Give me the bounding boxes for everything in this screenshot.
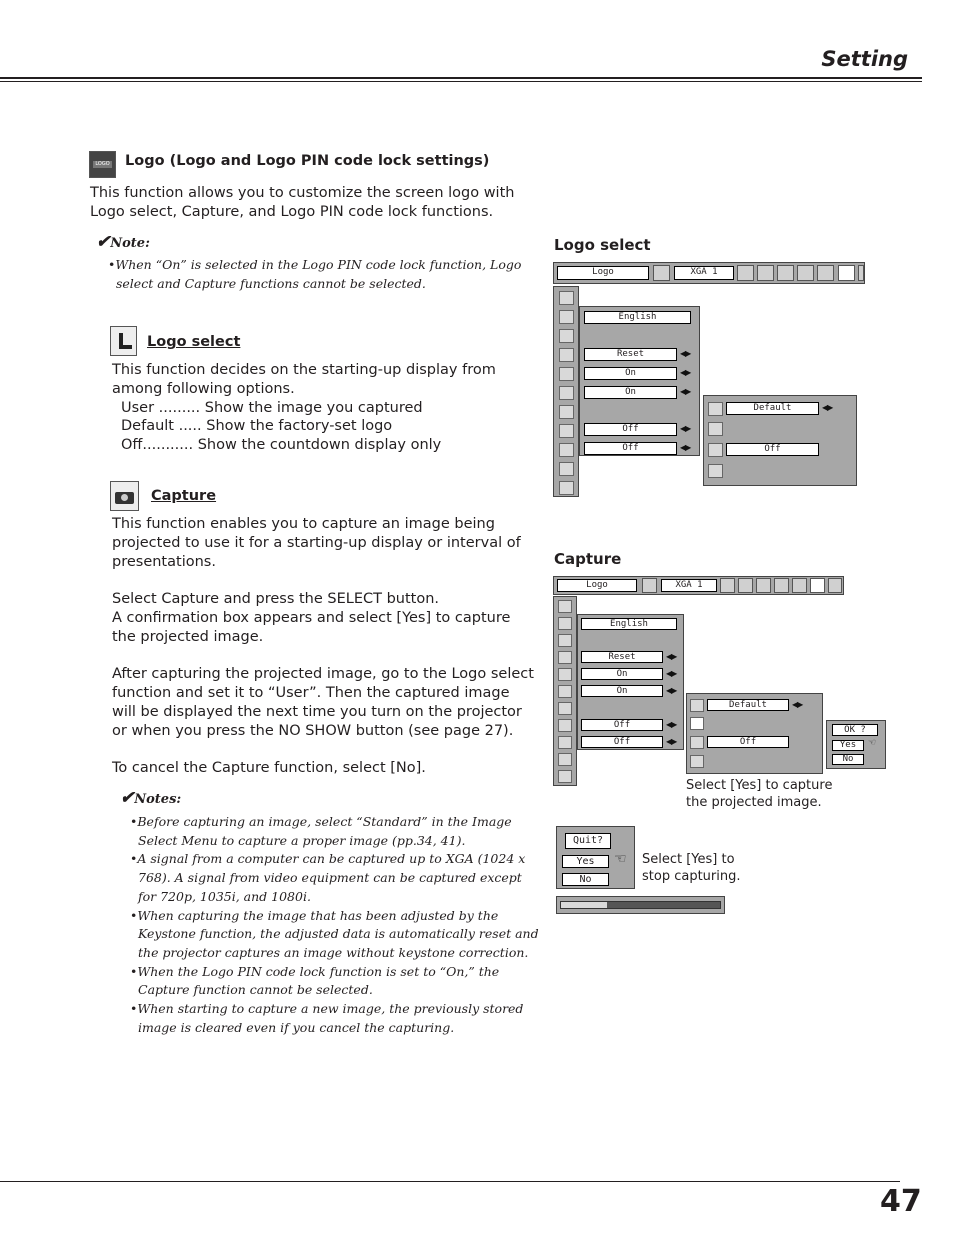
fig1-sub-menu bbox=[703, 395, 857, 486]
check-icon: ✔ bbox=[96, 232, 111, 252]
confirm-dialog bbox=[826, 720, 886, 769]
confirm-yes: Yes bbox=[832, 740, 864, 751]
ceiling-icon bbox=[559, 367, 574, 381]
fig1-value-off2: Off bbox=[584, 442, 677, 455]
logo-select-text: This function decides on the starting-up display from among following options. User ......... Show the image you captured Default ..... Show the factory-set logo Off........... Show the countdown display only bbox=[112, 362, 496, 454]
fig2-language-value: English bbox=[581, 618, 677, 630]
pin-lock-icon bbox=[690, 736, 704, 749]
exit-icon bbox=[690, 755, 704, 768]
fig2-arrows: ◀▶ bbox=[666, 669, 677, 678]
confirm-no: No bbox=[832, 754, 864, 765]
down-arrow-icon bbox=[558, 753, 572, 766]
exit-icon bbox=[559, 481, 574, 495]
pc-adjust-icon bbox=[738, 578, 753, 593]
fig1-arrows: ◀▶ bbox=[680, 387, 691, 396]
capture-caption-1: Select [Yes] to capture the projected image. bbox=[686, 778, 833, 810]
capture-icon bbox=[690, 717, 704, 730]
info-icon bbox=[828, 578, 842, 593]
fig2-value-off1: Off bbox=[581, 719, 663, 731]
screen-icon bbox=[797, 265, 814, 281]
logo-select-icon bbox=[690, 699, 704, 712]
fig1-value-on2: On bbox=[584, 386, 677, 399]
fig2-toolbar-label: Logo bbox=[557, 579, 637, 592]
capture-caption-2: Select [Yes] to stop capturing. bbox=[642, 852, 741, 884]
pointer-icon: ☜ bbox=[868, 738, 877, 748]
fig2-arrows: ◀▶ bbox=[666, 652, 677, 661]
sound-icon bbox=[792, 578, 807, 593]
terminal-icon bbox=[559, 405, 574, 419]
fig1-side-menu bbox=[553, 286, 579, 497]
fig1-language-value: English bbox=[584, 311, 691, 324]
fig2-sub-off: Off bbox=[707, 736, 789, 748]
fig2-input-label: XGA 1 bbox=[661, 579, 717, 592]
fig2-sub-default: Default bbox=[707, 699, 789, 711]
keystone-icon bbox=[558, 651, 572, 664]
up-arrow-icon bbox=[559, 291, 574, 305]
fig1-value-on1: On bbox=[584, 367, 677, 380]
menu-position-icon bbox=[559, 329, 574, 343]
fig2-arrows: ◀▶ bbox=[666, 686, 677, 695]
fig1-value-reset: Reset bbox=[584, 348, 677, 361]
fig2-value-off2: Off bbox=[581, 736, 663, 748]
fig1-arrows: ◀▶ bbox=[680, 424, 691, 433]
fig2-arrows: ◀▶ bbox=[666, 737, 677, 746]
capture-icon bbox=[110, 481, 139, 511]
fig1-value-off1: Off bbox=[584, 423, 677, 436]
fig1-sub-default: Default bbox=[726, 402, 819, 415]
quit-label: Quit? bbox=[565, 833, 611, 849]
footer-rule bbox=[0, 1181, 900, 1182]
language-icon bbox=[558, 617, 572, 630]
logo-icon: LOGO bbox=[89, 151, 116, 178]
fig1-arrows: ◀▶ bbox=[680, 368, 691, 377]
sound-icon bbox=[817, 265, 834, 281]
check-icon: ✔ bbox=[120, 788, 135, 808]
fig2-main-menu bbox=[577, 614, 684, 750]
pin-lock-icon bbox=[708, 443, 723, 457]
image-adjust-icon bbox=[653, 265, 670, 281]
capture-notes: •Before capturing an image, select “Standard” in the Image Select Menu to capture a proper image (pp.34, 41). •A signal from a computer can be captured up to XGA (1024 x 768). A signal from video equipment can be captured except for 720p, 1035i, and 1080i. •When capturing the image that has been adjusted by the Keystone function, the adjusted data is automatically reset and the projector captures an image without keystone correction. •When the Logo PIN code lock function is set to “On,” the Capture function cannot be selected. •When starting to capture a new image, the previously stored image is cleared even if you cancel the capturing. bbox=[130, 814, 539, 1035]
section-intro: This function allows you to customize the screen logo with Logo select, Capture, and Logo PIN code lock functions. bbox=[90, 185, 515, 220]
pc-icon bbox=[720, 578, 735, 593]
header-rule bbox=[0, 77, 922, 79]
terminal-icon bbox=[558, 702, 572, 715]
fig1-arrows: ◀▶ bbox=[680, 349, 691, 358]
image-adjust-icon bbox=[642, 578, 657, 593]
capture-text: This function enables you to capture an image being projected to use it for a starting-up display or interval of presentations. Select Capture and press the SELECT button. A confirmation box appears and select [Yes] to capture the projected image. After capturing the projected image, go to the Logo select function and set it to “User”. Then the captured image will be displayed the next time you turn on the projector or when you press the NO SHOW button (see page 27). To cancel the Capture function, select [No]. bbox=[112, 516, 534, 777]
image-select-icon bbox=[756, 578, 771, 593]
capture-progress-bar bbox=[556, 896, 725, 914]
fig1-toolbar-label: Logo bbox=[557, 266, 649, 280]
exit-icon bbox=[708, 464, 723, 478]
fig2-sub-menu bbox=[686, 693, 823, 774]
fig2-side-menu bbox=[553, 596, 577, 786]
up-arrow-icon bbox=[558, 600, 572, 613]
down-arrow-icon bbox=[559, 462, 574, 476]
power-management-icon bbox=[558, 719, 572, 732]
capture-icon bbox=[708, 422, 723, 436]
image-select-icon bbox=[777, 265, 794, 281]
logo-select-title: Logo select bbox=[147, 334, 241, 350]
fig1-main-menu bbox=[579, 306, 700, 456]
menu-position-icon bbox=[558, 634, 572, 647]
fig1-toolbar bbox=[553, 262, 865, 284]
fig2-value-on2: On bbox=[581, 685, 663, 697]
confirm-ok: OK ? bbox=[832, 724, 878, 736]
on-start-icon bbox=[559, 443, 574, 457]
section-title: Logo (Logo and Logo PIN code lock settings) bbox=[125, 153, 490, 169]
page-header-title: Setting bbox=[821, 47, 908, 71]
fig1-sub-off: Off bbox=[726, 443, 819, 456]
fig1-arrows: ◀▶ bbox=[822, 403, 833, 412]
pc-adjust-icon bbox=[757, 265, 774, 281]
setting-icon bbox=[810, 578, 825, 593]
exit-icon bbox=[558, 770, 572, 783]
capture-title: Capture bbox=[151, 488, 217, 504]
fig2-value-reset: Reset bbox=[581, 651, 663, 663]
fig1-arrows: ◀▶ bbox=[680, 443, 691, 452]
pc-icon bbox=[737, 265, 754, 281]
power-management-icon bbox=[559, 424, 574, 438]
rear-icon bbox=[559, 386, 574, 400]
screen-icon bbox=[774, 578, 789, 593]
on-start-icon bbox=[558, 736, 572, 749]
fig2-toolbar bbox=[553, 576, 844, 595]
notes-label: ✔Notes: bbox=[120, 788, 182, 808]
header-rule-thin bbox=[0, 81, 922, 82]
fig1-input-label: XGA 1 bbox=[674, 266, 734, 280]
quit-yes: Yes bbox=[562, 855, 609, 868]
note-label: ✔Note: bbox=[96, 232, 150, 252]
logo-select-icon bbox=[708, 402, 723, 416]
quit-dialog bbox=[556, 826, 635, 889]
info-icon bbox=[858, 265, 864, 281]
fig2-arrows: ◀▶ bbox=[666, 720, 677, 729]
keystone-icon bbox=[559, 348, 574, 362]
setting-icon bbox=[838, 265, 855, 281]
ceiling-icon bbox=[558, 668, 572, 681]
section-note: •When “On” is selected in the Logo PIN code lock function, Logo select and Capture functions cannot be selected. bbox=[108, 257, 522, 291]
fig2-arrows: ◀▶ bbox=[792, 700, 803, 709]
fig2-value-on1: On bbox=[581, 668, 663, 680]
pointer-icon: ☜ bbox=[614, 851, 627, 867]
logo-select-icon bbox=[110, 326, 137, 356]
fig-logo-select-title: Logo select bbox=[554, 236, 651, 254]
language-icon bbox=[559, 310, 574, 324]
rear-icon bbox=[558, 685, 572, 698]
fig-capture-title: Capture bbox=[554, 550, 622, 568]
page-number: 47 bbox=[880, 1184, 922, 1219]
quit-no: No bbox=[562, 873, 609, 886]
